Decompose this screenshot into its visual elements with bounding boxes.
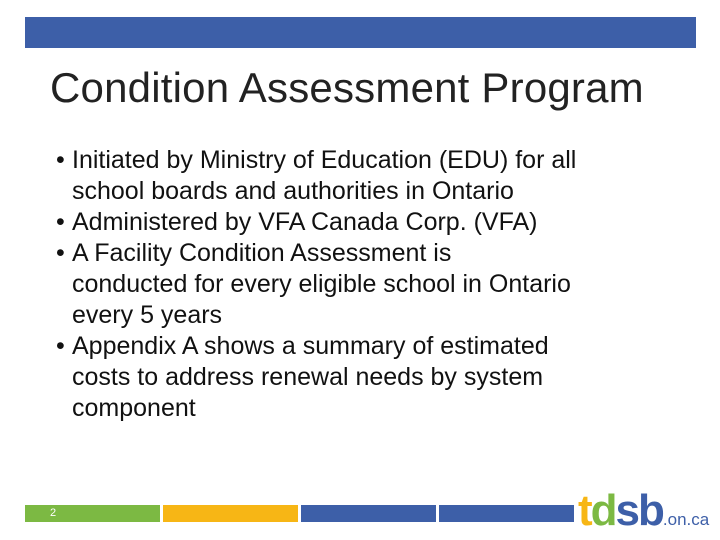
tdsb-logo bbox=[578, 486, 709, 536]
logo-domain-suffix: .on.ca bbox=[662, 510, 710, 529]
footer-bar-green bbox=[25, 505, 160, 522]
bullet-text-line: costs to address renewal needs by system bbox=[72, 363, 544, 391]
bullet-marker: • bbox=[56, 146, 65, 174]
footer-bar-yellow bbox=[163, 505, 298, 522]
bullet-text-line: A Facility Condition Assessment is bbox=[72, 239, 452, 267]
logo-letter-t: t bbox=[578, 486, 591, 535]
header-accent-bar bbox=[25, 17, 696, 48]
bullet-marker: • bbox=[56, 239, 65, 267]
footer-bar-blue bbox=[301, 505, 436, 522]
bullet-marker: • bbox=[56, 208, 65, 236]
bullet-text-line: conducted for every eligible school in Ontario bbox=[72, 270, 571, 298]
bullet-item bbox=[58, 238, 698, 331]
bullet-text-line: component bbox=[72, 394, 196, 422]
bullet-text-line: Initiated by Ministry of Education (EDU) for all bbox=[72, 146, 577, 174]
bullet-text-line: Appendix A shows a summary of estimated bbox=[72, 332, 549, 360]
slide-title: Condition Assessment Program bbox=[50, 64, 644, 111]
logo-wordmark bbox=[578, 486, 663, 535]
logo-letter-d: d bbox=[590, 486, 616, 535]
bullet-text-line: Administered by VFA Canada Corp. (VFA) bbox=[72, 208, 538, 236]
bullet-text-line: school boards and authorities in Ontario bbox=[72, 177, 514, 205]
bullet-item bbox=[58, 331, 698, 424]
page-number: 2 bbox=[50, 507, 57, 519]
bullet-text-line: every 5 years bbox=[72, 301, 223, 329]
bullet-list bbox=[58, 145, 698, 424]
footer-bar-blue-2 bbox=[439, 505, 574, 522]
bullet-item bbox=[58, 145, 698, 207]
bullet-item bbox=[58, 207, 698, 238]
bullet-marker: • bbox=[56, 332, 65, 360]
logo-letter-s: s bbox=[615, 486, 639, 535]
logo-letter-b: b bbox=[638, 486, 663, 535]
